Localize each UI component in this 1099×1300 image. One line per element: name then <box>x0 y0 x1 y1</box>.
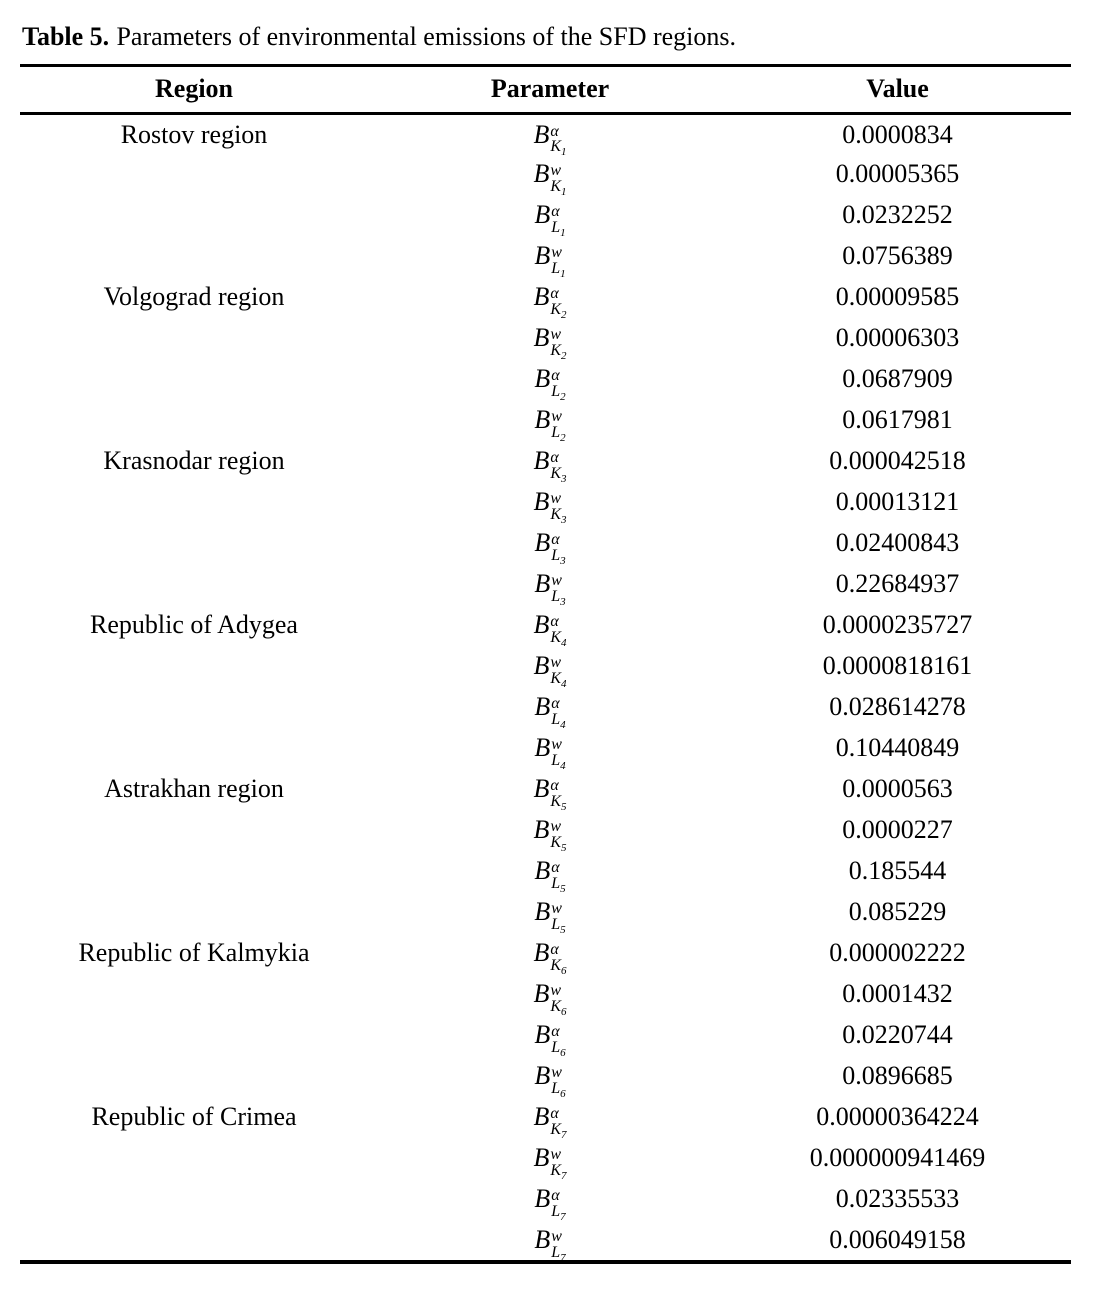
parameter-cell <box>368 974 732 1018</box>
parameter-base: B <box>533 323 550 353</box>
parameter-subscript-index: 6 <box>560 1046 566 1059</box>
parameter-scripts <box>551 859 566 895</box>
parameter-subscript: $K_6$ <box>550 956 567 977</box>
parameter-superscript: α <box>551 859 560 877</box>
parameter-cell <box>368 482 732 526</box>
parameter-base: B <box>534 1061 551 1091</box>
parameter-superscript: w <box>551 1064 562 1082</box>
parameter-scripts <box>551 408 566 444</box>
parameter-scripts <box>551 1023 566 1059</box>
value-cell: 0.0220744 <box>842 1020 953 1050</box>
parameter-notation <box>533 774 567 813</box>
parameter-subscript: $L_3$ <box>551 587 566 608</box>
parameter-subscript: $K_6$ <box>550 997 567 1018</box>
parameter-subscript-index: 3 <box>560 554 566 567</box>
parameter-notation <box>533 159 567 198</box>
region-name: Republic of Adygea <box>90 610 298 640</box>
parameter-scripts <box>551 203 566 239</box>
parameter-base: B <box>533 774 550 804</box>
parameter-superscript: α <box>550 1105 559 1123</box>
parameter-superscript: w <box>551 736 562 754</box>
parameter-base: B <box>534 1184 551 1214</box>
parameter-cell <box>368 400 732 444</box>
value-cell: 0.006049158 <box>829 1225 966 1255</box>
parameter-notation <box>534 241 566 280</box>
parameter-subscript: $L_2$ <box>551 423 566 444</box>
value-cell: 0.000000941469 <box>809 1143 986 1173</box>
parameter-subscript-index: 3 <box>560 595 566 608</box>
parameter-cell <box>368 154 732 198</box>
parameter-superscript: w <box>551 408 562 426</box>
parameter-subscript: $L_3$ <box>551 546 566 567</box>
parameter-cell <box>368 1015 732 1059</box>
parameter-notation <box>534 692 566 731</box>
value-cell: 0.0687909 <box>842 364 953 394</box>
parameter-subscript-index: 4 <box>560 718 566 731</box>
parameter-subscript-index: 4 <box>560 759 566 772</box>
parameter-scripts <box>551 736 566 772</box>
parameter-notation <box>534 1184 566 1223</box>
parameter-cell <box>368 769 732 813</box>
parameter-base: B <box>533 446 550 476</box>
parameter-superscript: α <box>551 1023 560 1041</box>
parameter-subscript: $L_1$ <box>551 218 566 239</box>
value-cell: 0.0896685 <box>842 1061 953 1091</box>
parameter-cell <box>368 1220 732 1264</box>
parameter-subscript: $L_7$ <box>551 1243 566 1264</box>
value-cell: 0.028614278 <box>829 692 966 722</box>
parameter-cell <box>368 236 732 280</box>
parameter-superscript: w <box>550 490 562 508</box>
parameter-notation <box>534 364 566 403</box>
parameter-superscript: α <box>550 777 559 795</box>
parameter-subscript-index: 1 <box>561 146 567 159</box>
parameter-base: B <box>533 282 550 312</box>
region-name: Republic of Kalmykia <box>78 938 310 968</box>
parameter-base: B <box>533 487 550 517</box>
parameter-cell <box>368 851 732 895</box>
parameter-cell <box>368 523 732 567</box>
parameter-superscript: α <box>550 449 559 467</box>
value-cell: 0.10440849 <box>835 733 960 763</box>
parameter-superscript: w <box>550 326 562 344</box>
parameter-notation <box>534 569 566 608</box>
parameter-subscript: $K_2$ <box>550 300 567 321</box>
value-cell: 0.0000563 <box>842 774 953 804</box>
parameter-scripts <box>551 531 566 567</box>
parameter-scripts <box>551 367 566 403</box>
parameter-notation <box>534 897 566 936</box>
parameter-cell <box>368 113 732 159</box>
value-cell: 0.00005365 <box>835 159 960 189</box>
parameter-notation <box>534 200 566 239</box>
parameter-cell <box>368 318 732 362</box>
value-cell: 0.0232252 <box>842 200 953 230</box>
value-cell: 0.0001432 <box>842 979 953 1009</box>
parameter-superscript: w <box>551 1228 562 1246</box>
table-row <box>20 277 1071 318</box>
table-body <box>20 113 1071 1264</box>
parameter-scripts <box>550 326 567 362</box>
parameter-superscript: α <box>551 531 560 549</box>
value-cell: 0.00000364224 <box>816 1102 979 1132</box>
parameter-subscript-index: 6 <box>561 1005 567 1018</box>
parameter-superscript: α <box>551 203 560 221</box>
parameter-notation <box>533 979 567 1018</box>
parameter-scripts <box>551 572 566 608</box>
table-caption-label: Table 5. <box>22 22 110 51</box>
parameter-notation <box>534 1061 566 1100</box>
value-cell: 0.000002222 <box>829 938 966 968</box>
parameter-subscript: $L_2$ <box>551 382 566 403</box>
parameter-base: B <box>533 938 550 968</box>
table-header <box>20 65 1071 113</box>
parameter-notation <box>533 815 567 854</box>
parameter-cell <box>368 195 732 239</box>
column-header-region: Region <box>155 74 233 104</box>
parameter-base: B <box>534 405 551 435</box>
parameter-superscript: α <box>550 941 559 959</box>
table-row <box>20 769 1071 810</box>
parameter-subscript: $L_4$ <box>551 751 566 772</box>
parameter-subscript: $L_5$ <box>551 874 566 895</box>
parameter-cell <box>368 933 732 977</box>
table-row <box>20 933 1071 974</box>
parameter-superscript: α <box>551 1187 560 1205</box>
parameter-superscript: α <box>551 367 560 385</box>
parameter-subscript: $K_3$ <box>550 505 567 526</box>
value-cell: 0.00013121 <box>835 487 960 517</box>
parameter-subscript: $K_3$ <box>550 464 567 485</box>
parameter-notation <box>533 938 567 977</box>
value-cell: 0.0756389 <box>842 241 953 271</box>
parameter-subscript-index: 3 <box>561 472 567 485</box>
value-cell: 0.0000818161 <box>822 651 973 681</box>
parameter-subscript: $K_7$ <box>550 1161 567 1182</box>
parameter-notation <box>533 282 567 321</box>
parameter-subscript-index: 6 <box>560 1087 566 1100</box>
parameter-cell <box>368 1056 732 1100</box>
parameter-notation <box>534 856 566 895</box>
parameter-base: B <box>533 1102 550 1132</box>
parameter-notation <box>534 405 566 444</box>
table-caption <box>0 0 1099 52</box>
parameter-notation <box>533 651 567 690</box>
parameter-scripts <box>550 982 567 1018</box>
parameter-notation <box>533 446 567 485</box>
parameter-scripts <box>550 122 567 159</box>
parameter-superscript: w <box>551 244 562 262</box>
parameter-cell <box>368 1179 732 1223</box>
parameter-superscript: w <box>550 162 562 180</box>
table-header-row <box>20 65 1071 113</box>
parameter-base: B <box>534 364 551 394</box>
parameter-scripts <box>550 490 567 526</box>
parameter-notation <box>534 528 566 567</box>
parameter-subscript: $K_4$ <box>550 628 567 649</box>
parameter-subscript: $K_1$ <box>550 138 567 159</box>
parameter-scripts <box>550 285 567 321</box>
parameter-notation <box>533 323 567 362</box>
parameter-base: B <box>533 979 550 1009</box>
parameter-cell <box>368 564 732 608</box>
parameter-scripts <box>550 1105 567 1141</box>
parameter-notation <box>533 1102 567 1141</box>
value-cell: 0.02335533 <box>835 1184 960 1214</box>
parameter-subscript: $K_1$ <box>550 177 567 198</box>
parameter-cell <box>368 810 732 854</box>
region-name: Volgograd region <box>103 282 285 312</box>
parameter-subscript-index: 5 <box>561 841 567 854</box>
parameter-scripts <box>551 244 566 280</box>
parameter-subscript-index: 2 <box>561 308 567 321</box>
parameter-subscript: $L_4$ <box>551 710 566 731</box>
value-cell: 0.0000235727 <box>822 610 973 640</box>
parameter-base: B <box>533 610 550 640</box>
parameter-notation <box>533 487 567 526</box>
parameter-subscript-index: 2 <box>560 390 566 403</box>
column-header-parameter: Parameter <box>490 74 610 104</box>
value-cell: 0.00009585 <box>835 282 960 312</box>
parameter-scripts <box>550 162 567 198</box>
parameter-superscript: α <box>550 285 559 303</box>
parameter-cell <box>368 687 732 731</box>
parameter-subscript-index: 6 <box>561 964 567 977</box>
parameter-superscript: w <box>551 900 562 918</box>
parameter-subscript: $L_1$ <box>551 259 566 280</box>
parameter-subscript: $K_2$ <box>550 341 567 362</box>
value-cell: 0.085229 <box>848 897 947 927</box>
parameter-scripts <box>550 777 567 813</box>
table-row <box>20 1097 1071 1138</box>
parameter-subscript-index: 7 <box>561 1128 567 1141</box>
parameter-scripts <box>550 613 567 649</box>
value-cell: 0.000042518 <box>829 446 966 476</box>
parameter-cell <box>368 1097 732 1141</box>
parameter-cell <box>368 728 732 772</box>
parameter-subscript-index: 2 <box>560 431 566 444</box>
table-caption-text: Parameters of environmental emissions of the SFD regions. <box>116 22 737 51</box>
parameter-superscript: w <box>550 1146 562 1164</box>
parameter-base: B <box>534 569 551 599</box>
parameter-base: B <box>534 200 551 230</box>
parameter-subscript-index: 7 <box>560 1210 566 1223</box>
parameter-base: B <box>534 856 551 886</box>
parameter-superscript: α <box>550 122 559 140</box>
parameter-subscript: $L_6$ <box>551 1079 566 1100</box>
parameter-base: B <box>533 159 550 189</box>
parameter-cell <box>368 605 732 649</box>
parameter-cell <box>368 441 732 485</box>
parameter-subscript: $K_7$ <box>550 1120 567 1141</box>
parameter-scripts <box>551 695 566 731</box>
parameter-superscript: w <box>550 654 562 672</box>
parameter-base: B <box>533 119 550 149</box>
parameter-notation <box>534 1020 566 1059</box>
parameters-table <box>20 64 1071 1264</box>
region-name: Rostov region <box>120 119 268 149</box>
parameter-subscript: $L_5$ <box>551 915 566 936</box>
parameter-base: B <box>534 733 551 763</box>
parameter-scripts <box>551 1228 566 1264</box>
parameter-subscript: $L_6$ <box>551 1038 566 1059</box>
parameter-subscript-index: 4 <box>561 636 567 649</box>
parameter-subscript-index: 3 <box>561 513 567 526</box>
parameter-subscript: $K_4$ <box>550 669 567 690</box>
parameter-subscript-index: 5 <box>561 800 567 813</box>
parameter-cell <box>368 892 732 936</box>
parameter-subscript-index: 4 <box>561 677 567 690</box>
region-name: Krasnodar region <box>103 446 285 476</box>
parameter-subscript-index: 2 <box>561 349 567 362</box>
parameter-scripts <box>551 900 566 936</box>
value-cell: 0.22684937 <box>835 569 960 599</box>
parameter-superscript: w <box>550 982 562 1000</box>
parameter-subscript-index: 5 <box>560 882 566 895</box>
parameter-subscript-index: 1 <box>561 185 567 198</box>
parameter-cell <box>368 646 732 690</box>
parameter-base: B <box>533 1143 550 1173</box>
parameter-base: B <box>533 815 550 845</box>
parameter-subscript-index: 1 <box>560 267 566 280</box>
parameter-base: B <box>534 528 551 558</box>
value-cell: 0.00006303 <box>835 323 960 353</box>
parameter-subscript: $K_5$ <box>550 833 567 854</box>
parameter-scripts <box>550 449 567 485</box>
table-row <box>20 113 1071 154</box>
region-name: Astrakhan region <box>104 774 284 804</box>
value-cell: 0.185544 <box>848 856 947 886</box>
parameter-subscript-index: 1 <box>560 226 566 239</box>
region-name: Republic of Crimea <box>91 1102 297 1132</box>
parameter-scripts <box>550 818 567 854</box>
parameter-scripts <box>551 1064 566 1100</box>
parameter-scripts <box>550 1146 567 1182</box>
parameter-notation <box>534 733 566 772</box>
parameter-subscript-index: 5 <box>560 923 566 936</box>
parameter-cell <box>368 277 732 321</box>
value-cell: 0.0000834 <box>842 119 953 149</box>
parameter-notation <box>533 610 567 649</box>
parameter-base: B <box>534 241 551 271</box>
table-row <box>20 605 1071 646</box>
parameter-cell <box>368 359 732 403</box>
parameter-cell <box>368 1138 732 1182</box>
table-row <box>20 441 1071 482</box>
parameter-base: B <box>534 1225 551 1255</box>
value-cell: 0.0617981 <box>842 405 953 435</box>
parameter-subscript: $L_7$ <box>551 1202 566 1223</box>
parameter-base: B <box>534 1020 551 1050</box>
parameter-notation <box>534 1225 566 1264</box>
parameter-scripts <box>551 1187 566 1223</box>
parameter-scripts <box>550 941 567 977</box>
parameter-subscript-index: 7 <box>560 1251 566 1264</box>
parameter-subscript-index: 7 <box>561 1169 567 1182</box>
parameter-scripts <box>550 654 567 690</box>
value-cell: 0.0000227 <box>842 815 953 845</box>
parameter-base: B <box>534 692 551 722</box>
parameter-base: B <box>533 651 550 681</box>
parameter-superscript: α <box>551 695 560 713</box>
parameter-notation <box>533 119 567 159</box>
parameter-superscript: α <box>550 613 559 631</box>
value-cell: 0.02400843 <box>835 528 960 558</box>
parameter-superscript: w <box>551 572 562 590</box>
parameter-notation <box>533 1143 567 1182</box>
parameter-superscript: w <box>550 818 562 836</box>
column-header-value: Value <box>866 74 929 104</box>
parameter-base: B <box>534 897 551 927</box>
parameter-subscript: $K_5$ <box>550 792 567 813</box>
